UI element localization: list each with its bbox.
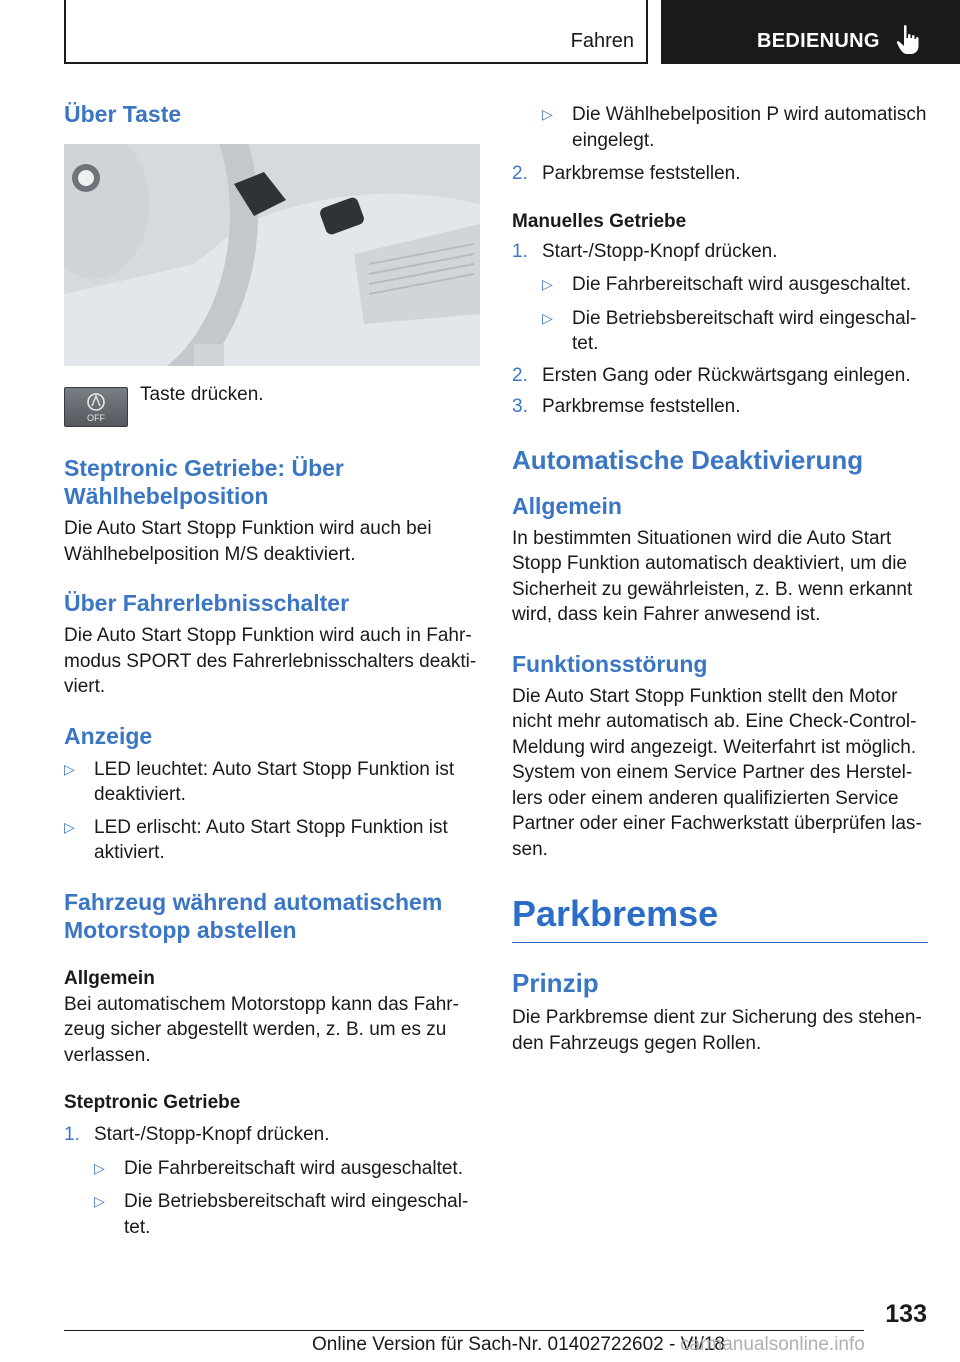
list-item: 2. Ersten Gang oder Rückwärtsgang einlegen. — [512, 364, 911, 386]
list-item: ▷ Die Betriebsbereitschaft wird eingeschaltet. — [542, 307, 917, 354]
heading-automatische-deaktivierung: Automatische Deaktivierung — [512, 444, 864, 475]
footer-online-version: Online Version für Sach-Nr. 01402722602 - VI/18 — [312, 1334, 725, 1355]
manual-steps — [512, 239, 930, 420]
heading-parkbremse: Parkbremse — [512, 893, 719, 934]
cockpit-illustration — [64, 144, 480, 366]
auto-start-stop-icon — [65, 388, 127, 426]
left-column — [64, 100, 482, 1240]
anzeige-list — [64, 757, 482, 866]
list-item: ▷ LED leuchtet: Auto Start Stopp Funktion ist deaktiviert. — [64, 758, 455, 805]
chapter-tab — [661, 0, 960, 64]
heading-allgemein-right: Allgemein — [512, 492, 622, 519]
fahrerlebnis-paragraph: Die Auto Start Stopp Funktion wird auch in Fahrmodus SPORT des Fahrerlebnisschalters deaktiviert. — [64, 625, 477, 697]
off-button-row — [64, 384, 482, 428]
list-item: 1. Start-/Stopp-Knopf drücken. ▷ Die Fahrbereitschaft wird ausgeschaltet. ▷ Die Betriebsbereitschaft wird eingeschaltet. — [512, 239, 930, 357]
heading-fahrerlebnisschalter: Über Fahrerlebnisschalter — [64, 590, 350, 616]
page-header — [64, 0, 960, 66]
prinzip-paragraph: Die Parkbremse dient zur Sicherung des stehenden Fahrzeugs gegen Rollen. — [512, 1007, 922, 1054]
sub-list — [542, 272, 930, 357]
steptronic-steps — [64, 1122, 482, 1240]
section-divider — [512, 942, 928, 943]
heading-fahrzeug-abstellen: Fahrzeug während automatischem Motorstopp abstellen — [64, 888, 443, 943]
steptronic-steps-cont — [512, 161, 930, 187]
heading-prinzip: Prinzip — [512, 968, 599, 998]
heading-steptronic-getriebe: Steptronic Getriebe — [64, 1092, 241, 1113]
funktionsstoerung-paragraph: Die Auto Start Stopp Funktion stellt den Motor nicht mehr automatisch ab. Eine Check-Control-Meldung wird angezeigt. Weiterfahrt ist möglich. System von einem Service Partner des Herstellers oder einem anderen qualifizierten Service Partner oder einer Fachwerkstatt überprüfen lassen. — [512, 685, 922, 860]
triangle-bullet-icon: ▷ — [94, 1159, 105, 1176]
cockpit-photo — [64, 144, 480, 366]
heading-steptronic-waehlhebel: Steptronic Getriebe: Über Wählhebelposition — [64, 455, 344, 509]
sub-list — [94, 1156, 482, 1241]
triangle-bullet-icon: ▷ — [94, 1193, 105, 1209]
footer-watermark: carmanualsonline.info — [680, 1334, 865, 1355]
triangle-bullet-icon: ▷ — [542, 309, 553, 326]
allgemein-paragraph: Bei automatischem Motorstopp kann das Fahrzeug sicher abgestellt werden, z. B. um es zu verlassen. — [64, 993, 459, 1066]
section-tab — [64, 0, 648, 64]
right-column — [512, 100, 930, 1056]
footer-divider — [64, 1330, 864, 1331]
list-item: 1. Start-/Stopp-Knopf drücken. ▷ Die Fahrbereitschaft wird ausgeschaltet. ▷ Die Betriebsbereitschaft wird eingeschaltet. — [64, 1122, 482, 1240]
heading-allgemein: Allgemein — [64, 967, 155, 989]
list-item: 2. Parkbremse feststellen. — [512, 163, 741, 184]
page-number: 133 — [885, 1300, 927, 1328]
taste-druecken-text: Taste drücken. — [140, 384, 264, 405]
heading-ueber-taste: Über Taste — [64, 101, 182, 127]
continued-sub-list — [542, 102, 930, 153]
allgemein-right-paragraph: In bestimmten Situationen wird die Auto Start Stopp Funktion automatisch deaktiviert, um die Sicherheit zu gewährleisten, z. B. wenn erkannt wird, dass kein Fahrer anwesend ist. — [512, 527, 913, 625]
list-item: ▷ LED erlischt: Auto Start Stopp Funktion ist aktiviert. — [64, 816, 448, 863]
triangle-bullet-icon: ▷ — [542, 276, 553, 292]
steptronic-paragraph: Die Auto Start Stopp Funktion wird auch bei Wählhebelposition M/S deaktiviert. — [64, 518, 432, 565]
section-title: Fahren — [570, 30, 634, 52]
triangle-bullet-icon: ▷ — [542, 106, 553, 122]
heading-manuelles-getriebe: Manuelles Getriebe — [512, 210, 687, 232]
hand-pointer-icon — [896, 24, 922, 56]
auto-start-stop-button-image — [64, 387, 128, 427]
off-label: OFF — [87, 413, 105, 423]
chapter-title: BEDIENUNG — [757, 30, 880, 52]
triangle-bullet-icon: ▷ — [64, 818, 75, 835]
heading-funktionsstoerung: Funktionsstörung — [512, 650, 708, 677]
heading-anzeige: Anzeige — [64, 722, 153, 749]
list-item: 3. Parkbremse feststellen. — [512, 396, 741, 417]
triangle-bullet-icon: ▷ — [64, 760, 75, 777]
list-item: ▷ Die Wählhebelposition P wird automatisch eingelegt. — [542, 104, 927, 151]
list-item: ▷ Die Betriebsbereitschaft wird eingeschaltet. — [94, 1191, 469, 1238]
list-item: ▷ Die Fahrbereitschaft wird ausgeschaltet. — [94, 1156, 482, 1182]
list-item: ▷ Die Fahrbereitschaft wird ausgeschaltet. — [542, 272, 930, 298]
